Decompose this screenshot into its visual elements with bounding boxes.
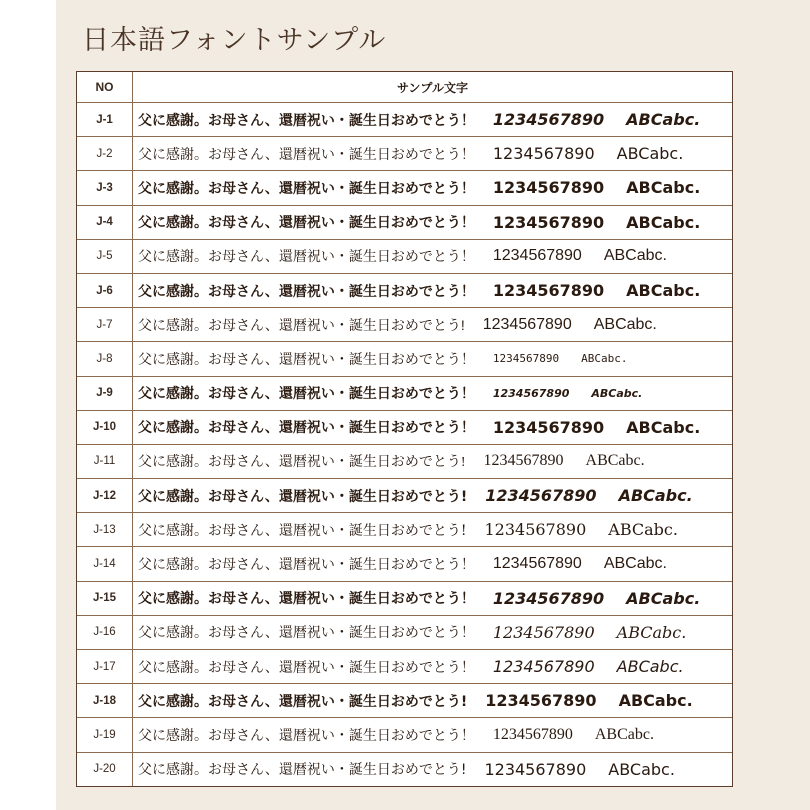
table-row <box>77 546 732 580</box>
table-row <box>77 752 732 786</box>
table-row <box>77 512 732 546</box>
row-no: J-10 <box>77 411 133 444</box>
sample-japanese: 父に感謝。お母さん、還暦祝い・誕生日おめでとう！ <box>138 180 475 197</box>
sample-alphabet: ABCabc. <box>603 555 667 573</box>
sample-numbers: 1234567890 <box>492 622 595 642</box>
sample-japanese: 父に感謝。お母さん、還暦祝い・誕生日おめでとう! <box>138 522 467 539</box>
sample-numbers: 1234567890 <box>492 352 560 366</box>
row-no: J-7 <box>77 308 133 341</box>
sample-alphabet: ABCabc. <box>626 417 701 437</box>
sample-numbers: 1234567890 <box>492 281 605 301</box>
sample-numbers: 1234567890 <box>492 110 605 130</box>
sample-alphabet: ABCabc. <box>593 315 657 333</box>
sample-numbers: 1234567890 <box>492 144 595 164</box>
sample-japanese: 父に感謝。お母さん、還暦祝い・誕生日おめでとう！ <box>138 386 475 403</box>
table-row <box>77 205 732 239</box>
row-no: J-13 <box>77 513 133 546</box>
sample-alphabet: ABCabc. <box>616 622 687 642</box>
sample-numbers: 1234567890 <box>483 452 564 470</box>
row-sample <box>133 342 732 375</box>
row-sample <box>133 650 732 683</box>
sample-numbers: 1234567890 <box>492 212 605 232</box>
row-sample <box>133 137 732 170</box>
sample-japanese: 父に感謝。お母さん、還暦祝い・誕生日おめでとう！ <box>138 112 475 129</box>
sample-japanese: 父に感謝。お母さん、還暦祝い・誕生日おめでとう！ <box>138 728 475 744</box>
sample-alphabet: ABCabc. <box>626 588 701 608</box>
sample-japanese: 父に感謝。お母さん、還暦祝い・誕生日おめでとう！ <box>138 215 475 232</box>
row-no: J-6 <box>77 274 133 307</box>
sample-numbers: 1234567890 <box>492 657 595 677</box>
sample-alphabet: ABCabc. <box>585 452 645 470</box>
row-no: J-2 <box>77 137 133 170</box>
table-row <box>77 410 732 444</box>
sample-japanese: 父に感謝。お母さん、還暦祝い・誕生日おめでとう！ <box>138 556 475 573</box>
table-row <box>77 444 732 478</box>
row-no: J-16 <box>77 616 133 649</box>
row-sample <box>133 479 732 512</box>
sample-numbers: 1234567890 <box>492 555 582 573</box>
table-row <box>77 717 732 751</box>
row-no: J-17 <box>77 650 133 683</box>
row-sample <box>133 411 732 444</box>
sample-numbers: 1234567890 <box>484 520 587 540</box>
table-header-row <box>77 72 732 102</box>
sample-alphabet: ABCabc. <box>618 691 693 711</box>
row-sample <box>133 616 732 649</box>
sample-alphabet: ABCabc. <box>616 144 684 164</box>
sample-japanese: 父に感謝。お母さん、還暦祝い・誕生日おめでとう! <box>138 455 466 471</box>
sample-numbers: 1234567890 <box>492 417 605 437</box>
sample-numbers: 1234567890 <box>482 315 572 333</box>
row-no: J-20 <box>77 753 133 786</box>
row-no: J-1 <box>77 103 133 136</box>
table-row <box>77 136 732 170</box>
sample-alphabet: ABCabc. <box>626 110 701 130</box>
sample-japanese: 父に感謝。お母さん、還暦祝い・誕生日おめでとう! <box>138 488 468 505</box>
row-no: J-15 <box>77 582 133 615</box>
sample-japanese: 父に感謝。お母さん、還暦祝い・誕生日おめでとう! <box>138 762 467 779</box>
table-row <box>77 273 732 307</box>
sample-japanese: 父に感謝。お母さん、還暦祝い・誕生日おめでとう！ <box>138 283 475 300</box>
row-no: J-4 <box>77 206 133 239</box>
table-row <box>77 102 732 136</box>
row-no: J-12 <box>77 479 133 512</box>
row-sample <box>133 582 732 615</box>
row-no: J-19 <box>77 718 133 751</box>
page-title: 日本語フォントサンプル <box>82 25 387 56</box>
sample-japanese: 父に感謝。お母さん、還暦祝い・誕生日おめでとう！ <box>138 420 475 437</box>
sample-numbers: 1234567890 <box>485 691 597 711</box>
row-sample <box>133 308 732 341</box>
row-sample <box>133 684 732 717</box>
sample-alphabet: ABCabc. <box>603 247 667 265</box>
row-sample <box>133 103 732 136</box>
row-no: J-9 <box>77 377 133 410</box>
sample-alphabet: ABCabc. <box>608 759 675 779</box>
sample-alphabet: ABCabc. <box>594 725 654 743</box>
header-sample: サンプル文字 <box>397 80 468 95</box>
row-sample <box>133 240 732 273</box>
table-row <box>77 581 732 615</box>
table-row <box>77 307 732 341</box>
sample-japanese: 父に感謝。お母さん、還暦祝い・誕生日おめでとう！ <box>138 591 475 608</box>
table-row <box>77 341 732 375</box>
sample-alphabet: ABCabc. <box>608 520 678 540</box>
sample-alphabet: ABCabc. <box>618 486 693 506</box>
row-sample <box>133 206 732 239</box>
sample-numbers: 1234567890 <box>484 759 587 779</box>
table-row <box>77 478 732 512</box>
row-no: J-18 <box>77 684 133 717</box>
sample-japanese: 父に感謝。お母さん、還暦祝い・誕生日おめでとう! <box>138 316 465 333</box>
sample-numbers: 1234567890 <box>492 725 573 743</box>
sample-japanese: 父に感謝。お母さん、還暦祝い・誕生日おめでとう！ <box>138 248 475 265</box>
row-sample <box>133 547 732 580</box>
row-no: J-5 <box>77 240 133 273</box>
row-sample <box>133 718 732 751</box>
row-sample <box>133 753 732 786</box>
table-row <box>77 239 732 273</box>
sample-alphabet: ABCabc. <box>581 352 628 366</box>
sample-alphabet: ABCabc. <box>626 212 701 232</box>
sample-alphabet: ABCabc. <box>616 657 684 677</box>
row-sample <box>133 274 732 307</box>
row-no: J-3 <box>77 171 133 204</box>
row-no: J-8 <box>77 342 133 375</box>
sample-numbers: 1234567890 <box>492 588 605 608</box>
header-no: NO <box>77 72 133 102</box>
sample-japanese: 父に感謝。お母さん、還暦祝い・誕生日おめでとう！ <box>138 351 475 368</box>
table-row <box>77 376 732 410</box>
sample-numbers: 1234567890 <box>492 247 582 265</box>
sample-japanese: 父に感謝。お母さん、還暦祝い・誕生日おめでとう！ <box>138 146 475 163</box>
sample-japanese: 父に感謝。お母さん、還暦祝い・誕生日おめでとう！ <box>138 625 475 642</box>
row-sample <box>133 171 732 204</box>
row-sample <box>133 513 732 546</box>
row-no: J-14 <box>77 547 133 580</box>
sample-alphabet: ABCabc. <box>626 281 701 301</box>
sample-alphabet: ABCabc. <box>591 386 643 400</box>
table-row <box>77 170 732 204</box>
sample-numbers: 1234567890 <box>485 486 597 506</box>
row-sample <box>133 377 732 410</box>
sample-numbers: 1234567890 <box>492 386 570 400</box>
sample-japanese: 父に感謝。お母さん、還暦祝い・誕生日おめでとう！ <box>138 659 475 676</box>
table-row <box>77 615 732 649</box>
sample-numbers: 1234567890 <box>492 178 605 198</box>
sample-alphabet: ABCabc. <box>626 178 701 198</box>
table-row <box>77 683 732 717</box>
table-row <box>77 649 732 683</box>
font-sample-table <box>76 71 733 787</box>
row-no: J-11 <box>77 445 133 478</box>
sample-japanese: 父に感謝。お母さん、還暦祝い・誕生日おめでとう! <box>138 693 468 710</box>
row-sample <box>133 445 732 478</box>
